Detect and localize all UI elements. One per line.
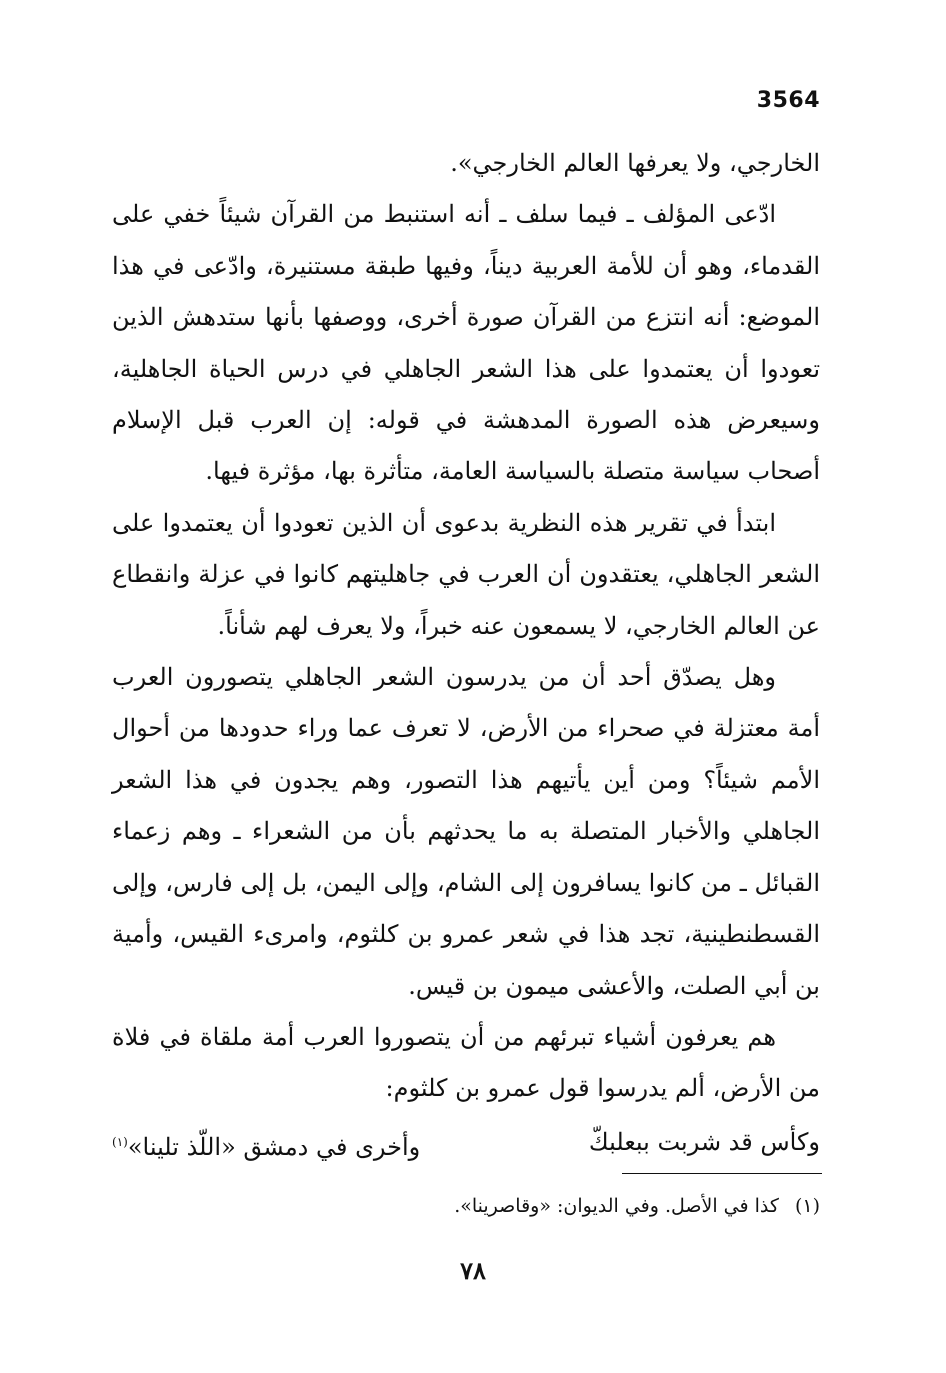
paragraph: هم يعرفون أشياء تبرئهم من أن يتصوروا العرب أمة ملقاة في فلاة من الأرض، ألم يدرسوا قول عمرو بن كلثوم:	[112, 1022, 820, 1103]
main-text	[112, 138, 820, 1173]
page-id: 3564	[756, 88, 820, 113]
footnote-divider	[622, 1173, 822, 1174]
footnote-marker[interactable]: (١)	[112, 1134, 128, 1149]
verse-second-hemistich-text: وأخرى في دمشق «اللّذ تلينا»	[127, 1132, 421, 1161]
verse-second-hemistich	[112, 1117, 420, 1173]
paragraph-continuation: الخارجي، ولا يعرفها العالم الخارجي».	[450, 149, 820, 177]
paragraph: وهل يصدّق أحد أن من يدرسون الشعر الجاهلي يتصورون العرب أمة معتزلة في صحراء من الأرض، لا تعرف عما وراء حدودها من أحوال الأمم شيئاً؟ ومن أين يأتيهم هذا التصور، وهم يجدون في هذا الشعر الجاهلي والأخبار المتصلة به ما يحدثهم بأن من الشعراء ـ وهم زعماء القبائل ـ من كانوا يسافرون إلى الشام، وإلى اليمن، بل إلى فارس، وإلى القسطنطينية، تجد هذا في شعر عمرو بن كلثوم، وامرىء القيس، وأمية بن أبي الصلت، والأعشى ميمون بن قيس.	[112, 663, 820, 1000]
footnote-number: (١)	[794, 1195, 820, 1217]
paragraph: ابتدأ في تقرير هذه النظرية بدعوى أن الذين تعودوا أن يعتمدوا على الشعر الجاهلي، يعتقدون أن العرب في جاهليتهم كانوا في عزلة وانقطاع عن العالم الخارجي، لا يسمعون عنه خبراً، ولا يعرف لهم شأناً.	[112, 508, 820, 640]
paragraph: ادّعى المؤلف ـ فيما سلف ـ أنه استنبط من القرآن شيئاً خفي على القدماء، وهو أن للأمة العربية ديناً، وفيها طبقة مستنيرة، وادّعى في هذا الموضع: أنه انتزع من القرآن صورة أخرى، ووصفها بأنها ستدهش الذين تعودوا أن يعتمدوا على هذا الشعر الجاهلي في درس الحياة الجاهلية، وسيعرض هذه الصورة المدهشة في قوله: إن العرب قبل الإسلام أصحاب سياسة متصلة بالسياسة العامة، متأثرة بها، مؤثرة فيها.	[112, 200, 820, 486]
verse-first-hemistich: وكأس قد شربت ببعلبكّ	[588, 1127, 820, 1156]
poetry-verse	[112, 1117, 820, 1173]
footnote	[454, 1192, 820, 1220]
footnote-text: كذا في الأصل. وفي الديوان: «وقاصرينا».	[454, 1195, 779, 1217]
page-number: ٧٨	[460, 1256, 486, 1285]
